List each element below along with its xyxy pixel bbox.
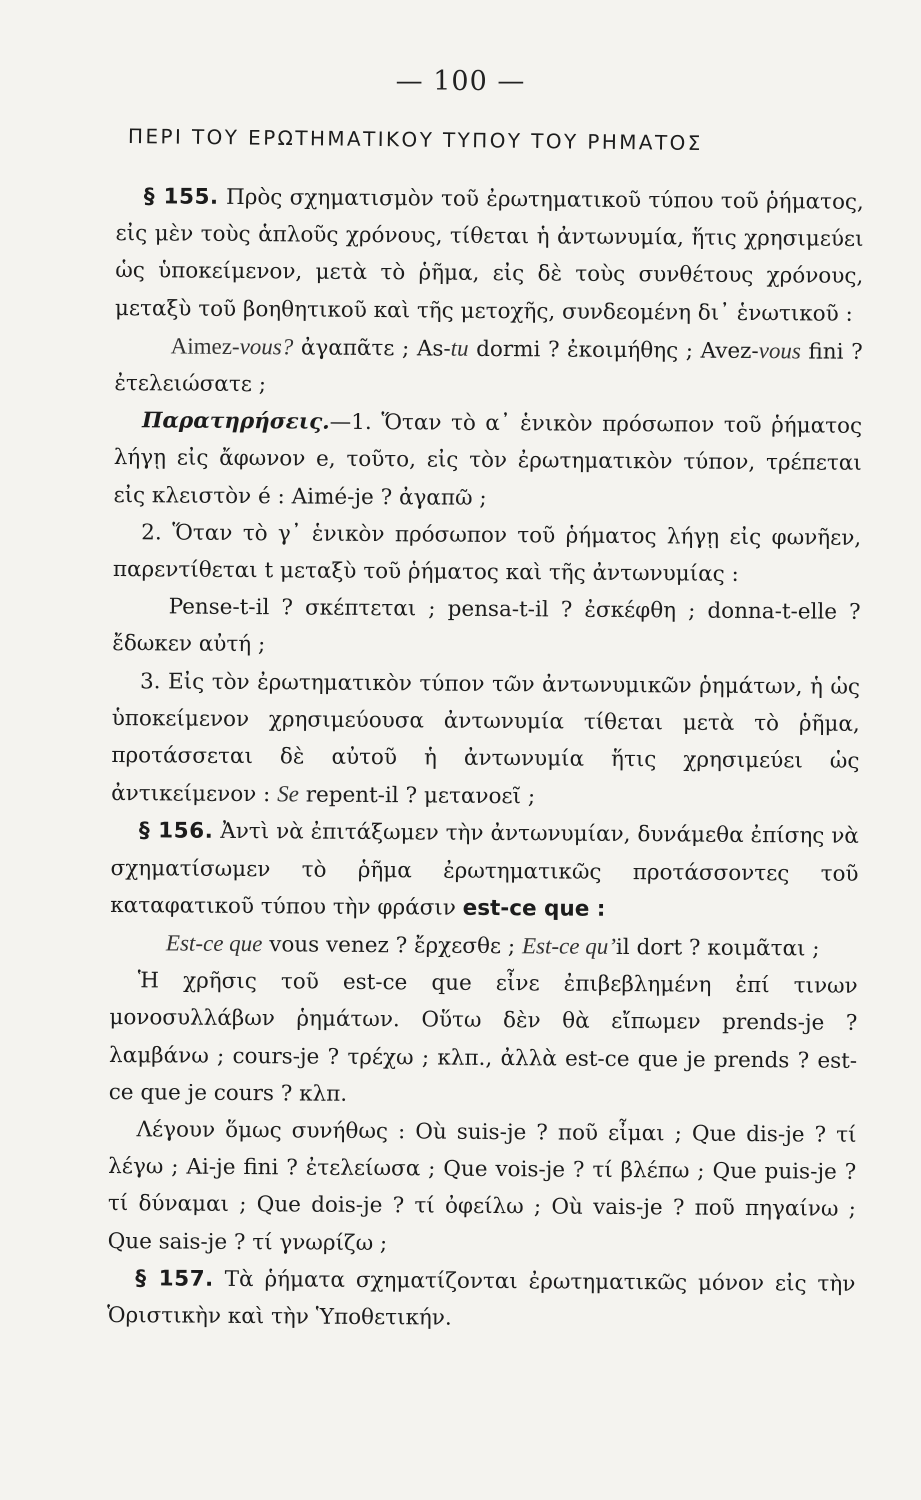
remarks-label: Παρατηρήσεις. (141, 408, 330, 435)
page-number: — 100 — (395, 66, 526, 97)
remark-3: 3. Εἰς τὸν ἐρωτηματικὸν τύπον τῶν ἀντωνυμικῶν ῥημάτων, ἡ ὡς ὑποκείμενον χρησιμεύουσα ἀντωνυμία τίθεται μετὰ τὸ ῥῆμα, προτάσσεται δὲ αὐτοῦ ἡ ἀντωνυμία ἥτις χρησιμεύει ὡς ἀντικείμενον : Se repent-il ? μετανοεῖ ; (111, 668, 861, 810)
section-157-number: § 157. (135, 1266, 214, 1292)
section-155-text: Πρὸς σχηματισμὸν τοῦ ἐρωτηματικοῦ τύπου τοῦ ῥήματος, εἰς μὲν τοὺς ἁπλοῦς χρόνους, τίθεται ἡ ἀντωνυμία, ἥτις χρησιμεύει ὡς ὑποκείμενον, μετὰ τὸ ῥῆμα, εἰς δὲ τοὺς συνθέτους χρόνους, μεταξὺ τοῦ βοηθητικοῦ καὶ τῆς μετοχῆς, συνδεομένη δι᾿ ἑνωτικοῦ : (114, 184, 864, 327)
page-body (107, 178, 864, 1340)
section-155 (115, 178, 864, 333)
remark-2: 2. Ὅταν τὸ γ᾿ ἑνικὸν πρόσωπον τοῦ ῥήματος λήγῃ εἰς φωνῆεν, παρεντίθεται t μεταξὺ τοῦ ῥήματος καὶ τῆς ἀντωνυμίας : (112, 520, 862, 587)
section-156-paragraph-2: Ἡ χρῆσις τοῦ est-ce que εἶνε ἐπιβεβλημένη ἐπί τινων μονοσυλλάβων ῥημάτων. Οὕτω δὲν θὰ εἴπωμεν prends-je ? λαμβάνω ; cours-je ? τρέχω ; κλπ., ἀλλὰ est-ce que je prends ? est-ce que je cours ? κλπ. (108, 968, 858, 1107)
chapter-title: ΠΕΡΙ ΤΟΥ ΕΡΩΤΗΜΑΤΙΚΟΥ ΤΥΠΟΥ ΤΟΥ ΡΗΜΑΤΟΣ (127, 124, 703, 156)
section-155-number: § 155. (143, 184, 219, 210)
section-156-examples: Est-ce que vous venez ? ἔρχεσθε ; Est-ce qu’il dort ? κοιμᾶται ; (165, 930, 820, 962)
remark-1: Παρατηρήσεις.—1. Ὅταν τὸ α᾿ ἑνικὸν πρόσωπον τοῦ ῥήματος λήγῃ εἰς ἄφωνον e, τοῦτο, εἰς τὸν ἐρωτηματικὸν τύπον, τρέπεται εἰς κλειστὸν é : Aimé-je ? ἀγαπῶ ; (113, 408, 863, 511)
section-156-number: § 156. (138, 818, 214, 845)
section-156-paragraph-3: Λέγουν ὅμως συνήθως : Où suis-je ? ποῦ εἶμαι ; Que dis-je ? τί λέγω ; Ai-je fini ? ἐτελείωσα ; Que vois-je ? τί βλέπω ; Que puis-je ? τί δύναμαι ; Que dois-je ? τί ὀφείλω ; Où vais-je ? ποῦ πηγαίνω ; Que sais-je ? τί γνωρίζω ; (107, 1117, 857, 1256)
remark-2-examples: Pense-t-il ? σκέπτεται ; pensa-t-il ? ἐσκέφθη ; donna-t-elle ? ἔδωκεν αὐτή ; (112, 594, 861, 658)
section-155-examples: Aimez-vous? ἀγαπᾶτε ; As-tu dormi ? ἐκοιμήθης ; Avez-vous fini ? ἐτελειώσατε ; (114, 333, 863, 398)
section-156: § 156. Ἀντὶ νὰ ἐπιτάξωμεν τὴν ἀντωνυμίαν, δυνάμεθα ἐπίσης νὰ σχηματίσωμεν τὸ ῥῆμα ἐρωτηματικῶς προτάσσοντες τοῦ καταφατικοῦ τύπου τὴν φράσιν est-ce que : (110, 818, 859, 922)
section-157: § 157. Τὰ ῥήματα σχηματίζονται ἐρωτηματικῶς μόνον εἰς τὴν Ὁριστικὴν καὶ τὴν Ὑποθετικήν. (106, 1266, 856, 1331)
est-ce-que-phrase: est-ce que : (462, 895, 606, 922)
